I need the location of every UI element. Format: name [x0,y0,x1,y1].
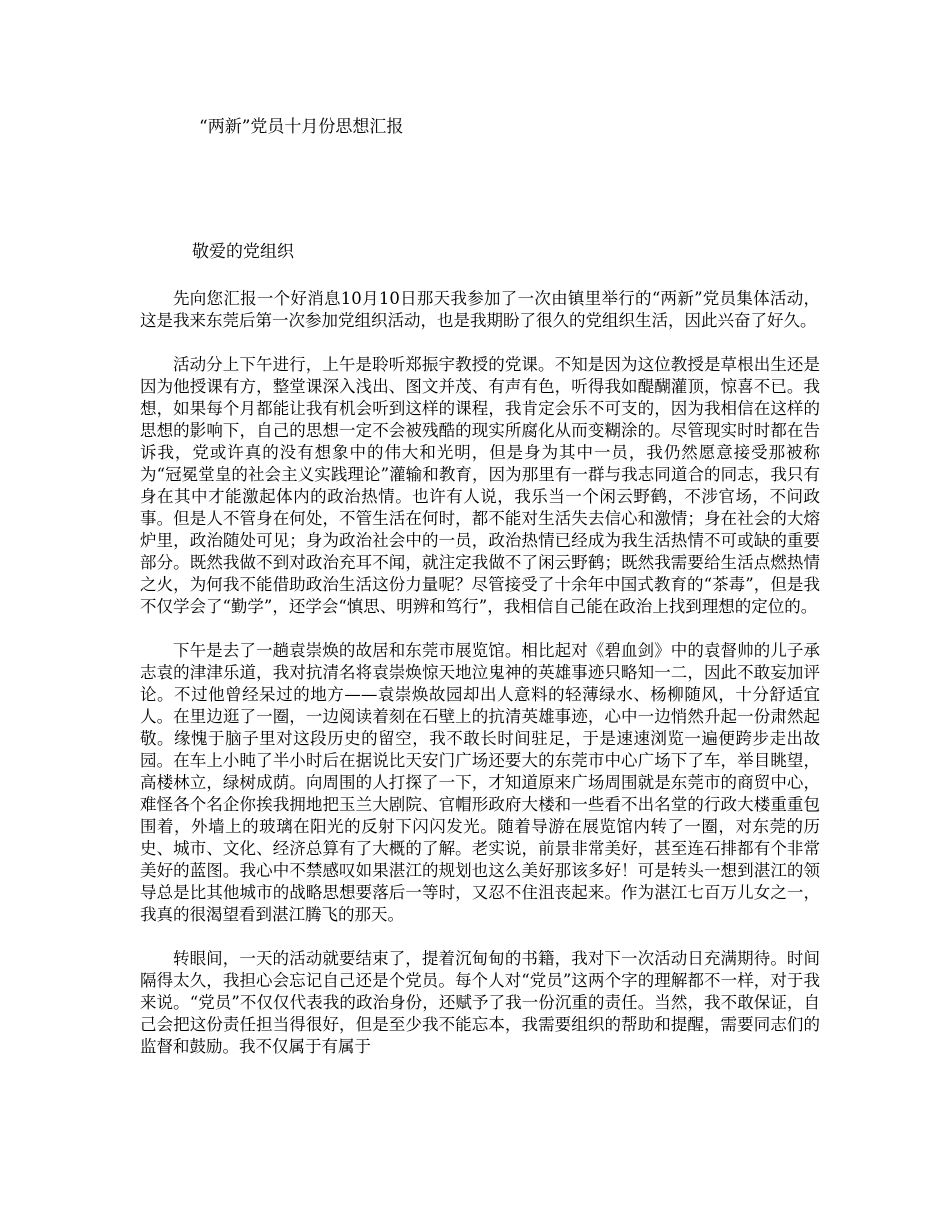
paragraph-2: 活动分上下午进行，上午是聆听郑振宇教授的党课。不知是因为这位教授是草根出生还是因为他授课有方，整堂课深入浅出、图文并茂、有声有色，听得我如醍醐灌顶，惊喜不已。我想，如果每个月都能让我有机会听到这样的课程，我肯定会乐不可支的，因为我相信在这样的思想的影响下，自己的思想一定不会被残酷的现实所腐化从而变糊涂的。尽管现实时时都在告诉我，党或许真的没有想象中的伟大和光明，但是身为其中一员，我仍然愿意接受那被称为“冠冕堂皇的社会主义实践理论”灌输和教育，因为那里有一群与我志同道合的同志，我只有身在其中才能激起体内的政治热情。也许有人说，我乐当一个闲云野鹤，不涉官场，不问政事。但是人不管身在何处，不管生活在何时，都不能对生活失去信心和激情；身在社会的大熔炉里，政治随处可见；身为政治社会中的一员，政治热情已经成为我生活热情不可或缺的重要部分。既然我做不到对政治充耳不闻，就注定我做不了闲云野鹤；既然我需要给生活点燃热情之火，为何我不能借助政治生活这份力量呢？尽管接受了十余年中国式教育的“茶毒”，但是我不仅学会了“勤学”，还学会“慎思、明辨和笃行”，我相信自己能在政治上找到理想的定位的。 [140,355,820,616]
document-body [140,288,820,1080]
document-title: “两新”党员十月份思想汇报 [199,117,404,137]
paragraph-1: 先向您汇报一个好消息10月10日那天我参加了一次由镇里举行的“两新”党员集体活动，这是我来东莞后第一次参加党组织活动，也是我期盼了很久的党组织生活，因此兴奋了好久。 [140,289,820,330]
paragraph-4: 转眼间，一天的活动就要结束了，提着沉甸甸的书籍，我对下一次活动日充满期待。时间隔得太久，我担心会忘记自己还是个党员。每个人对“党员”这两个字的理解都不一样，对于我来说。“党员”不仅仅代表我的政治身份，还赋予了我一份沉重的责任。当然，我不敢保证，自己会把这份责任担当得很好，但是至少我不能忘本，我需要组织的帮助和提醒，需要同志们的监督和鼓励。我不仅属于有属于 [140,949,820,1056]
paragraph-3: 下午是去了一趟袁崇焕的故居和东莞市展览馆。相比起对《碧血剑》中的袁督帅的儿子承志袁的津津乐道，我对抗清名将袁崇焕惊天地泣鬼神的英雄事迹只略知一二，因此不敢妄加评论。不过他曾经呆过的地方——袁崇焕故园却出人意料的轻薄绿水、杨柳随风，十分舒适宜人。在里边逛了一圈，一边阅读着刻在石壁上的抗清英雄事迹，心中一边悄然升起一份肃然起敬。缘愧于脑子里对这段历史的留空，我不敢长时间驻足，于是速速浏览一遍便跨步走出故园。在车上小盹了半小时后在据说比天安门广场还要大的东莞市中心广场下了车，举目眺望，高楼林立，绿树成荫。向周围的人打探了一下，才知道原来广场周围就是东莞市的商贸中心，难怪各个名企你挨我拥地把玉兰大剧院、官帽形政府大楼和一些看不出名堂的行政大楼重重包围着，外墙上的玻璃在阳光的反射下闪闪发光。随着导游在展览馆内转了一圈，对东莞的历史、城市、文化、经济总算有了大概的了解。老实说，前景非常美好，甚至连石排都有个非常美好的蓝图。我心中不禁感叹如果湛江的规划也这么美好那该多好！可是转头一想到湛江的领导总是比其他城市的战略思想要落后一等时，又忍不住沮丧起来。作为湛江七百万儿女之一，我真的很渴望看到湛江腾飞的那天。 [140,641,820,924]
salutation: 敬爱的党组织 [192,242,294,262]
